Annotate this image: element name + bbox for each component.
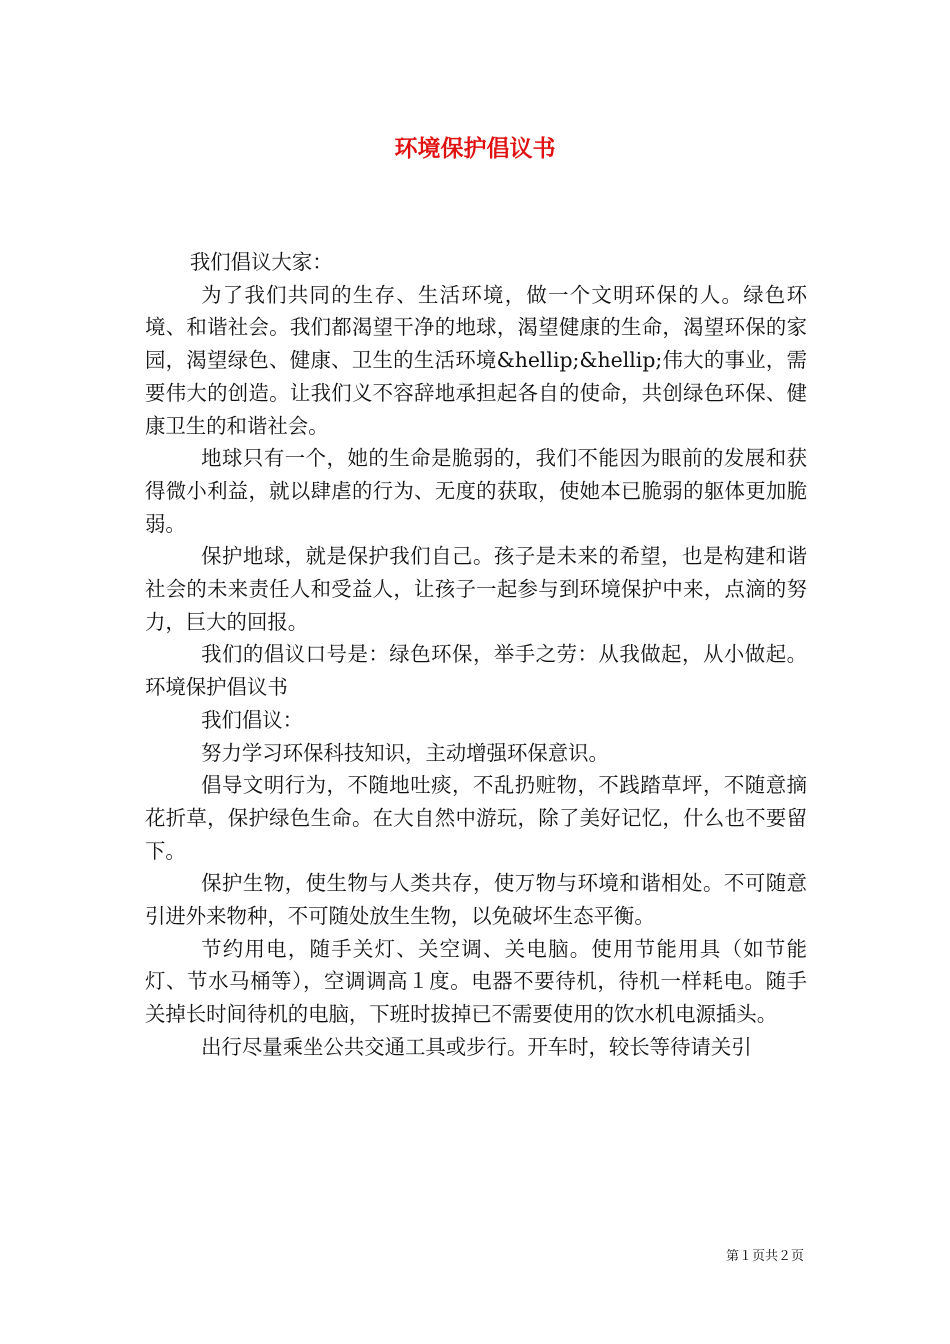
paragraph-9: 节约用电，随手关灯、关空调、关电脑。使用节能用具（如节能灯、节水马桶等），空调调高１度。电器不要待机，待机一样耗电。随手关掉长时间待机的电脑，下班时拔掉已不需要使用的饮水机电源插头。	[145, 936, 807, 1027]
paragraph-1: 为了我们共同的生存、生活环境，做一个文明环保的人。绿色环境、和谐社会。我们都渴望干净的地球，渴望健康的生命，渴望环保的家园，渴望绿色、健康、卫生的生活环境&hellip;&hellip;伟大的事业，需要伟大的创造。让我们义不容辞地承担起各自的使命，共创绿色环保、健康卫生的和谐社会。	[145, 282, 807, 438]
salutation: 我们倡议大家：	[189, 250, 333, 274]
paragraph-6: 努力学习环保科技知识，主动增强环保意识。	[201, 740, 609, 765]
document-body	[145, 246, 807, 1064]
paragraph-5: 我们倡议：	[201, 707, 304, 732]
paragraph-8: 保护生物，使生物与人类共存，使万物与环境和谐相处。不可随意引进外来物种，不可随处放生生物，以免破坏生态平衡。	[145, 871, 807, 929]
paragraph-2: 地球只有一个，她的生命是脆弱的，我们不能因为眼前的发展和获得微小利益，就以肆虐的行为、无度的获取，使她本已脆弱的躯体更加脆弱。	[145, 446, 807, 536]
document-title: 环境保护倡议书	[394, 135, 556, 162]
paragraph-3: 保护地球，就是保护我们自己。孩子是未来的希望，也是构建和谐社会的未来责任人和受益人，让孩子一起参与到环境保护中来，点滴的努力，巨大的回报。	[145, 544, 807, 634]
paragraph-7: 倡导文明行为，不随地吐痰，不乱扔赃物，不践踏草坪，不随意摘花折草，保护绿色生命。在大自然中游玩，除了美好记忆，什么也不要留下。	[145, 773, 807, 863]
paragraph-4: 我们的倡议口号是：绿色环保，举手之劳：从我做起，从小做起。环境保护倡议书	[145, 642, 807, 700]
page-number: 第１页共２页	[725, 1249, 804, 1264]
paragraph-10: 出行尽量乘坐公共交通工具或步行。开车时，较长等待请关引	[201, 1034, 752, 1059]
